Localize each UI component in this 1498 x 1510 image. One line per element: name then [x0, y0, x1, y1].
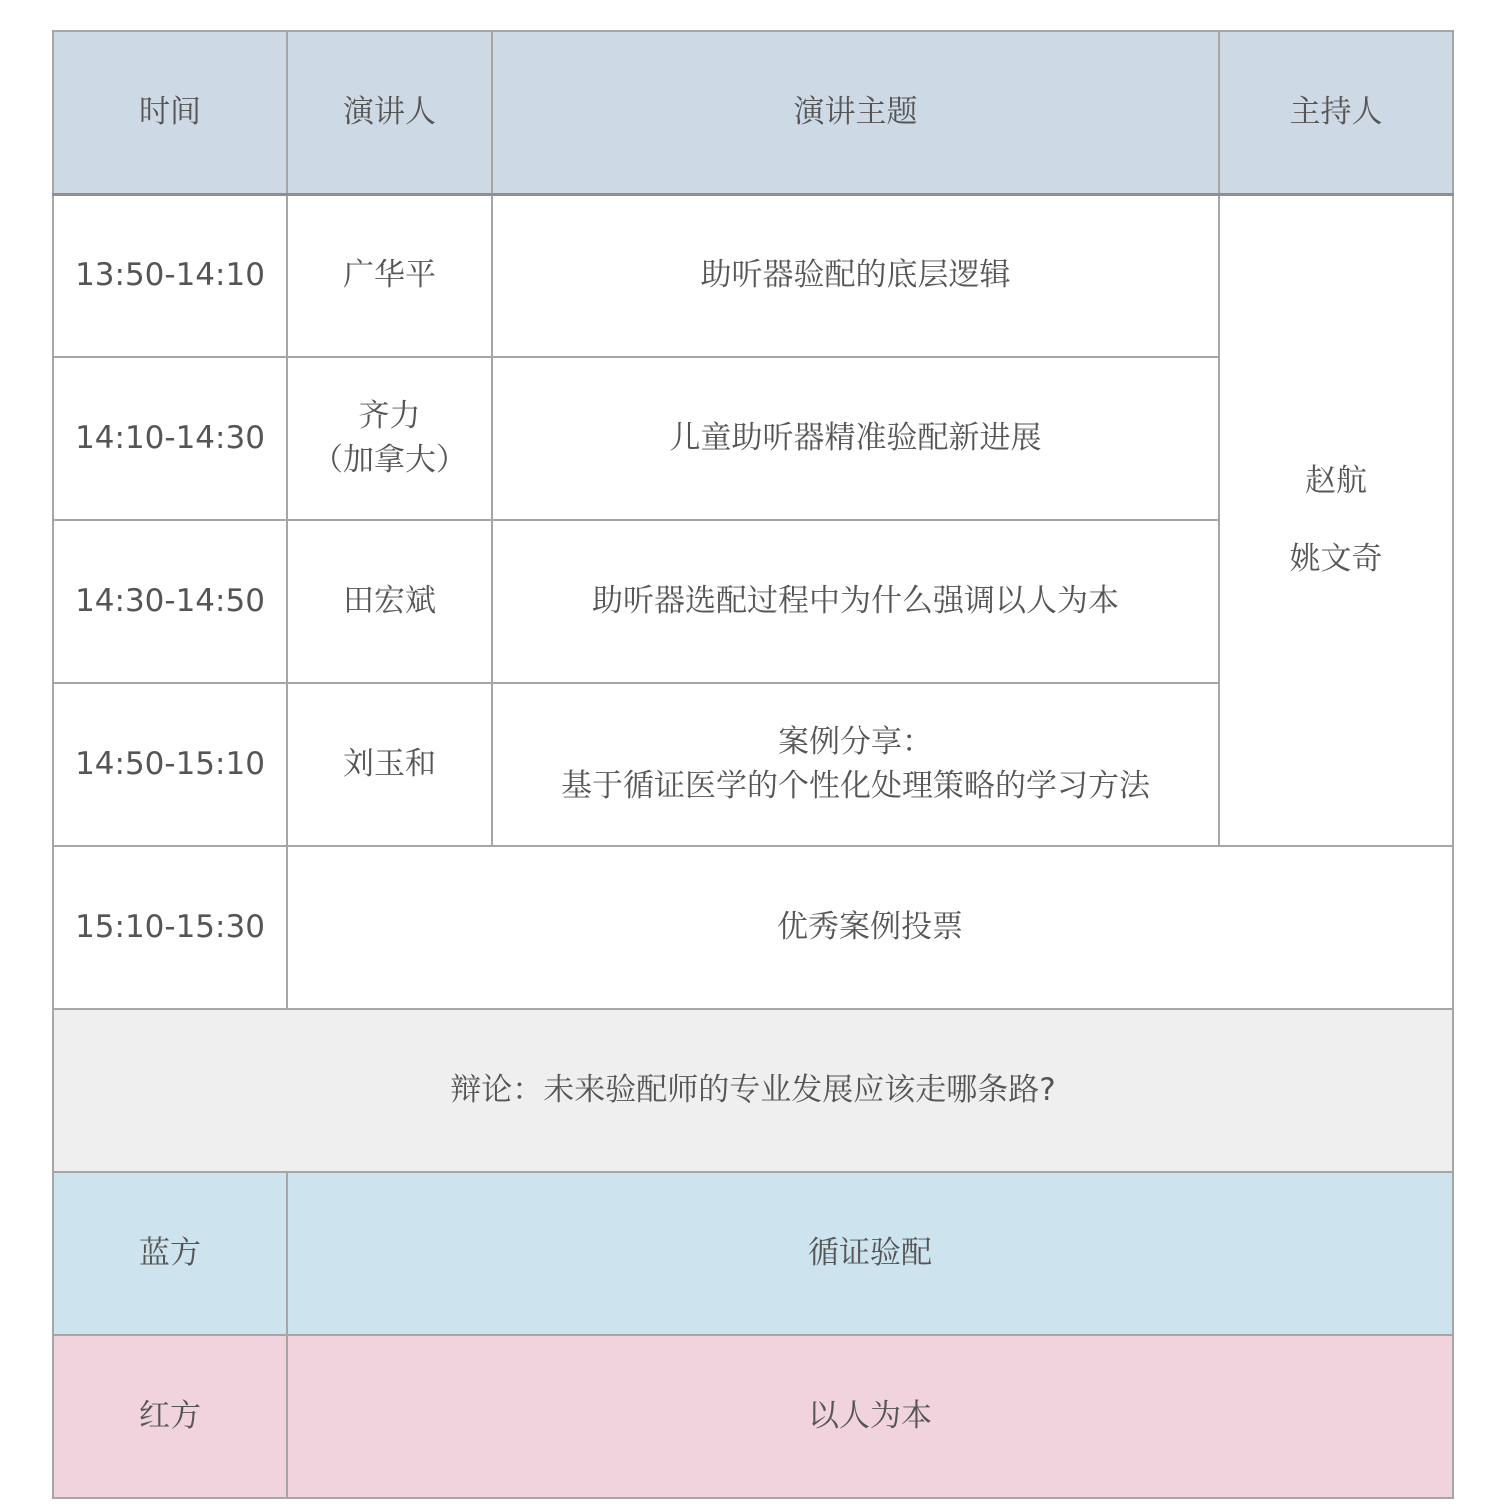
blue-side-label: 蓝方 — [53, 1172, 287, 1335]
session-time: 14:30-14:50 — [53, 520, 287, 683]
red-side-position: 以人为本 — [287, 1335, 1453, 1498]
session-topic — [492, 683, 1219, 846]
topic-text: 基于循证医学的个性化处理策略的学习方法 — [561, 767, 1150, 804]
session-topic — [492, 357, 1219, 520]
session-speaker — [287, 357, 492, 520]
session-time: 14:50-15:10 — [53, 683, 287, 846]
table-header-row — [53, 31, 1453, 194]
speaker-name: 齐力 — [358, 398, 421, 435]
host-cell — [1219, 194, 1453, 846]
debate-row — [53, 1009, 1453, 1172]
debate-title: 辩论：未来验配师的专业发展应该走哪条路? — [53, 1009, 1453, 1172]
session-topic — [492, 194, 1219, 357]
vote-time: 15:10-15:30 — [53, 846, 287, 1009]
session-speaker — [287, 683, 492, 846]
speaker-name: 田宏斌 — [343, 582, 436, 619]
speaker-country: （加拿大） — [312, 441, 467, 478]
header-time: 时间 — [53, 31, 287, 194]
red-side-label: 红方 — [53, 1335, 287, 1498]
topic-text: 助听器选配过程中为什么强调以人为本 — [592, 582, 1119, 619]
session-topic — [492, 520, 1219, 683]
vote-title: 优秀案例投票 — [287, 846, 1453, 1009]
speaker-name: 广华平 — [343, 257, 436, 294]
header-topic: 演讲主题 — [492, 31, 1219, 194]
host-name: 姚文奇 — [1289, 541, 1383, 578]
schedule-table — [52, 30, 1454, 1499]
header-host: 主持人 — [1219, 31, 1453, 194]
table-row — [53, 194, 1453, 357]
blue-side-position: 循证验配 — [287, 1172, 1453, 1335]
topic-text: 儿童助听器精准验配新进展 — [669, 419, 1042, 456]
topic-text: 案例分享： — [778, 724, 933, 761]
speaker-name: 刘玉和 — [343, 745, 436, 782]
vote-row — [53, 846, 1453, 1009]
topic-text: 助听器验配的底层逻辑 — [700, 257, 1011, 294]
session-time: 14:10-14:30 — [53, 357, 287, 520]
session-time: 13:50-14:10 — [53, 194, 287, 357]
red-side-row — [53, 1335, 1453, 1498]
blue-side-row — [53, 1172, 1453, 1335]
session-speaker — [287, 194, 492, 357]
header-speaker: 演讲人 — [287, 31, 492, 194]
host-name: 赵航 — [1305, 463, 1367, 500]
session-speaker — [287, 520, 492, 683]
